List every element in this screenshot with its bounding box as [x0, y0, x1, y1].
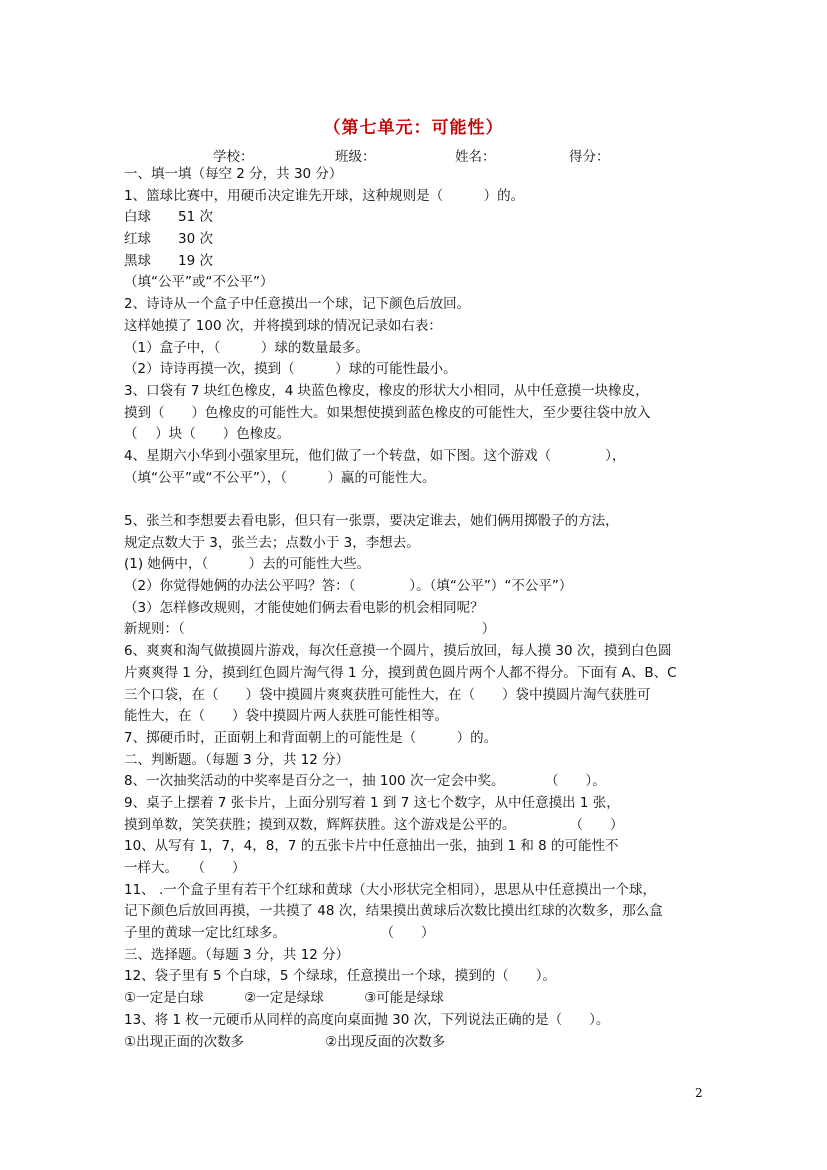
text-line: 白球 51 次 — [124, 209, 213, 226]
text-line: 这样她摸了 100 次，并将摸到球的情况记录如右表： — [124, 317, 442, 334]
text-line: （2）诗诗再摸一次，摸到（ ）球的可能性最小。 — [124, 361, 457, 378]
text-line: 红球 30 次 — [124, 231, 213, 248]
text-line: (1) 她俩中，（ ）去的可能性大些。 — [124, 556, 371, 573]
text-line: 6、爽爽和淘气做摸圆片游戏，每次任意摸一个圆片，摸后放回，每人摸 30 次，摸到白色圆 — [124, 643, 672, 660]
text-line: （填“公平”或“不公平”），（ ）赢的可能性大。 — [124, 469, 436, 486]
text-line: 3、口袋有 7 块红色橡皮，4 块蓝色橡皮，橡皮的形状大小相同，从中任意摸一块橡皮， — [124, 382, 649, 399]
text-line: （1）盒子中，（ ）球的数量最多。 — [124, 339, 369, 356]
student-info-row — [0, 145, 827, 165]
text-line: 11、 .一个盒子里有若干个红球和黄球（大小形状完全相同），思思从中任意摸出一个球， — [124, 881, 657, 898]
school-label: 学校： — [213, 149, 254, 165]
class-label: 班级： — [335, 149, 376, 165]
page-title: （第七单元：可能性） — [323, 118, 504, 138]
text-line: （3）怎样修改规则，才能使她们俩去看电影的机会相同呢？ — [124, 599, 484, 616]
text-line: 摸到单数，笑笑获胜；摸到双数，辉辉获胜。这个游戏是公平的。 （ ） — [124, 816, 624, 833]
text-line: 二、判断题。（每题 3 分，共 12 分） — [124, 751, 350, 768]
text-line: （ ）块（ ）色橡皮。 — [124, 426, 291, 443]
text-line: 9、桌子上摆着 7 张卡片，上面分别写着 1 到 7 这七个数字，从中任意摸出 1 张， — [124, 794, 620, 811]
text-line: 12、袋子里有 5 个白球，5 个绿球，任意摸出一个球，摸到的（ ）。 — [124, 968, 556, 985]
text-line: 2、诗诗从一个盒子中任意摸出一个球，记下颜色后放回。 — [124, 296, 471, 313]
text-line: 新规则：（ ） — [124, 621, 496, 638]
question-content — [124, 164, 714, 1053]
text-line: 记下颜色后放回再摸，一共摸了 48 次，结果摸出黄球后次数比摸出红球的次数多，那么盒 — [124, 903, 663, 920]
score-label: 得分： — [569, 149, 610, 165]
text-line: 1、篮球比赛中，用硬币决定谁先开球，这种规则是（ ）的。 — [124, 187, 525, 204]
page-number: 2 — [695, 1086, 703, 1100]
text-line: 能性大，在（ ）袋中摸圆片两人获胜可能性相等。 — [124, 708, 448, 725]
text-line: 片爽爽得 1 分，摸到红色圆片淘气得 1 分，摸到黄色圆片两个人都不得分。下面有 A、B、C — [124, 664, 677, 681]
text-line: （填“公平”或“不公平”） — [124, 274, 274, 291]
text-line: 10、从写有 1，7，4，8，7 的五张卡片中任意抽出一张，抽到 1 和 8 的可能性不 — [124, 838, 619, 855]
text-line: 4、星期六小华到小强家里玩，他们做了一个转盘，如下图。这个游戏（ ）， — [124, 447, 626, 464]
text-line — [124, 489, 714, 511]
text-line: 7、掷硬币时，正面朝上和背面朝上的可能性是（ ）的。 — [124, 729, 498, 746]
text-line: 5、张兰和李想要去看电影，但只有一张票，要决定谁去，她们俩用掷骰子的方法， — [124, 513, 619, 529]
text-line: 摸到（ ）色橡皮的可能性大。如果想使摸到蓝色橡皮的可能性大，至少要往袋中放入 — [124, 404, 651, 421]
text-line: 黑球 19 次 — [124, 252, 213, 269]
text-line: 三个口袋，在（ ）袋中摸圆片爽爽获胜可能性大，在（ ）袋中摸圆片淘气获胜可 — [124, 686, 651, 703]
text-line: 13、将 1 枚一元硬币从同样的高度向桌面抛 30 次，下列说法正确的是（ ）。 — [124, 1011, 610, 1028]
text-line: 一样大。 （ ） — [124, 860, 246, 876]
text-line: ①一定是白球 ②一定是绿球 ③可能是绿球 — [124, 990, 444, 1007]
text-line: 子里的黄球一定比红球多。 （ ） — [124, 925, 435, 942]
name-label: 姓名： — [455, 149, 496, 165]
text-line: 规定点数大于 3，张兰去；点数小于 3，李想去。 — [124, 534, 420, 551]
text-line: ①出现正面的次数多 ②出现反面的次数多 — [124, 1033, 446, 1050]
text-line: （2）你觉得她俩的办法公平吗？答：（ ）。（填“公平”）“不公平”） — [124, 578, 573, 595]
text-line: 8、一次抽奖活动的中奖率是百分之一，抽 100 次一定会中奖。 （ ）。 — [124, 773, 606, 790]
text-line: 一、填一填（每空 2 分，共 30 分） — [124, 166, 343, 182]
text-line: 三、选择题。（每题 3 分，共 12 分） — [124, 946, 350, 963]
